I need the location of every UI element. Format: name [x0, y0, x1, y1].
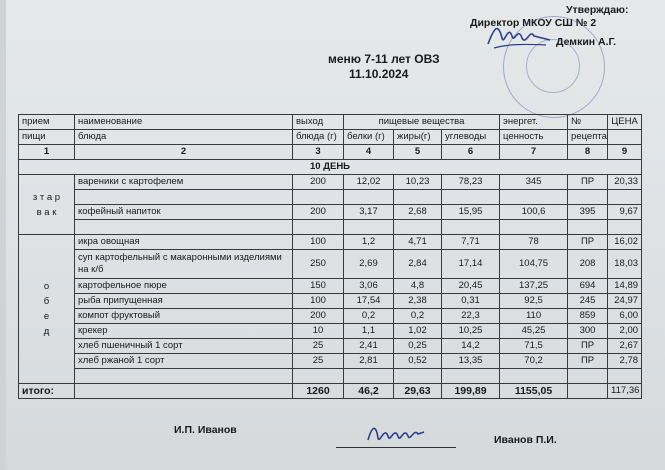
total-row: итого: 1260 46,2 29,63 199,89 1155,05 117,36	[19, 384, 642, 399]
menu-title: меню 7-11 лет ОВЗ	[328, 52, 440, 66]
table-row-empty	[19, 220, 642, 235]
table-row: хлеб пшеничный 1 сорт 25 2,41 0,25 14,2 71,5 ПР 2,67	[19, 339, 642, 354]
table-row: з т а р в а к вареники с картофелем 200 12,02 10,23 78,23 345 ПР 20,33	[19, 175, 642, 190]
table-row: рыба припущенная 100 17,54 2,38 0,31 92,5 245 24,97	[19, 294, 642, 309]
document-page	[6, 0, 665, 470]
table-row-empty	[19, 369, 642, 384]
header-row-2: пищи блюда блюда (г) белки (г) жиры(г) углеводы ценность рецепта	[19, 130, 642, 145]
header-row-1: прием наименование выход пищевые вещества энергет. № ЦЕНА	[19, 115, 642, 130]
table-row: кофейный напиток 200 3,17 2,68 15,95 100,6 395 9,67	[19, 205, 642, 220]
table-row: компот фруктовый 200 0,2 0,2 22,3 110 859 6,00	[19, 309, 642, 324]
table-row: о б е д икра овощная 100 1,2 4,71 7,71 78 ПР 16,02	[19, 235, 642, 250]
approver-name: Демкин А.Г.	[556, 36, 617, 48]
signer-left-name: И.П. Иванов	[174, 424, 237, 436]
signer-right-name: Иванов П.И.	[494, 434, 557, 446]
table-row-empty	[19, 190, 642, 205]
meal-label-lunch: о б е д	[19, 235, 75, 384]
table-row: хлеб ржаной 1 сорт 25 2,81 0,52 13,35 70,2 ПР 2,78	[19, 354, 642, 369]
signature-line	[336, 447, 456, 448]
table-row: суп картофельный с макаронными изделиями на к/б 250 2,69 2,84 17,14 104,75 208 18,03	[19, 250, 642, 279]
approve-label: Утверждаю:	[566, 4, 629, 16]
menu-date: 11.10.2024	[349, 67, 409, 81]
signature-mark	[364, 418, 428, 448]
meal-label-breakfast: з т а р в а к	[19, 175, 75, 235]
column-number-row: 1 2 3 4 5 6 7 8 9	[19, 145, 642, 160]
table-row: крекер 10 1,1 1,02 10,25 45,25 300 2,00	[19, 324, 642, 339]
table-row: картофельное пюре 150 3,06 4,8 20,45 137,25 694 14,89	[19, 279, 642, 294]
day-row: 10 ДЕНЬ	[19, 160, 642, 175]
director-signature	[484, 14, 554, 54]
menu-table	[18, 114, 642, 399]
approver-position: Директор МКОУ СШ № 2	[470, 17, 597, 29]
